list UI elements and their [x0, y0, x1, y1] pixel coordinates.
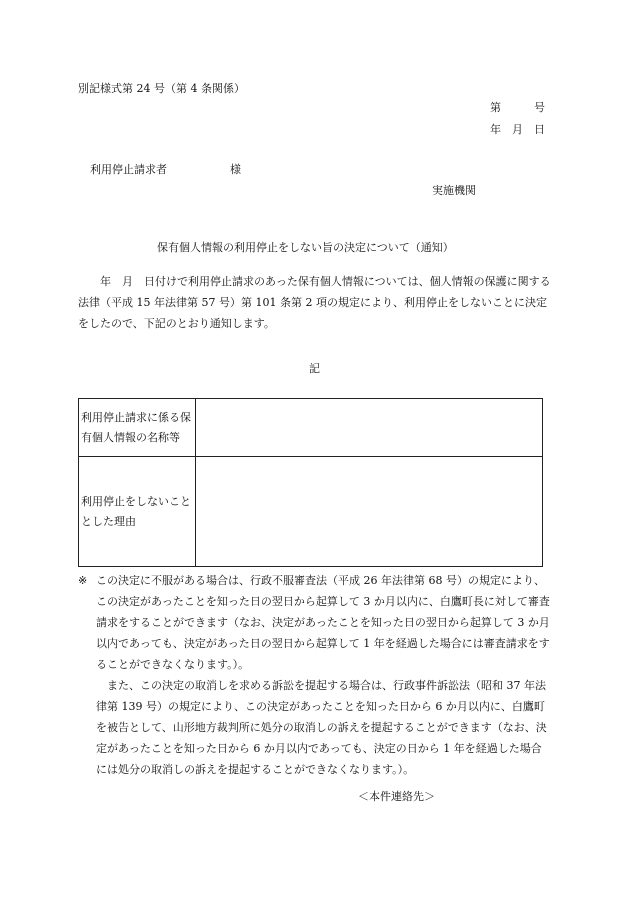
document-title: 保有個人情報の利用停止をしない旨の決定について（通知） — [157, 241, 454, 254]
document-number: 第 号 — [490, 101, 545, 114]
record-table — [78, 398, 543, 567]
form-number: 別記様式第 24 号（第 4 条関係） — [78, 82, 245, 95]
document-date: 年 月 日 — [490, 123, 545, 136]
table-row — [79, 399, 543, 457]
body-paragraph: 年 月 日付けで利用停止請求のあった保有個人情報については、個人情報の保護に関する法律（平成 15 年法律第 57 号）第 101 条第 2 項の規定により、利用停止をしないことに決定をしたので、下記のとおり通知します。 — [78, 275, 551, 330]
addressee-honorific: 様 — [230, 163, 241, 176]
addressee-label: 利用停止請求者 — [90, 163, 167, 176]
issuer: 実施機関 — [432, 184, 476, 197]
table-row — [79, 457, 543, 567]
notice-paragraph-2: また、この決定の取消しを求める訴訟を提起する場合は、行政事件訴訟法（昭和 37 年法律第 139 号）の規定により、この決定があったことを知った日から 6 か月以内に、白鷹町を被告として、山形地方裁判所に処分の取消しの訴えを提起することができます（なお、決定があったことを知った日から 6 か月以内であっても、決定の日から 1 年を経過した場合には処分の取消しの訴えを提起することができなくなります。）。 — [96, 679, 547, 776]
notice-mark: ※ — [78, 574, 88, 587]
notice-paragraph-1: この決定に不服がある場合は、行政不服審査法（平成 26 年法律第 68 号）の規定により、この決定があったことを知った日の翌日から起算して 3 か月以内に、白鷹町長に対して審査請求をすることができます（なお、決定があったことを知った日の翌日から起算して 3 か月以内であっても、決定があった日の翌日から起算して 1 年を経過した場合には審査請求をすることができなくなります。）。 — [96, 574, 550, 671]
notice — [78, 570, 552, 780]
contact-heading: ＜本件連絡先＞ — [358, 790, 435, 803]
row1-value — [196, 399, 543, 457]
row2-label: 利用停止をしないこととした理由 — [79, 457, 196, 567]
row1-label: 利用停止請求に係る保有個人情報の名称等 — [79, 399, 196, 457]
row2-value — [196, 457, 543, 567]
ki-heading: 記 — [309, 362, 320, 375]
